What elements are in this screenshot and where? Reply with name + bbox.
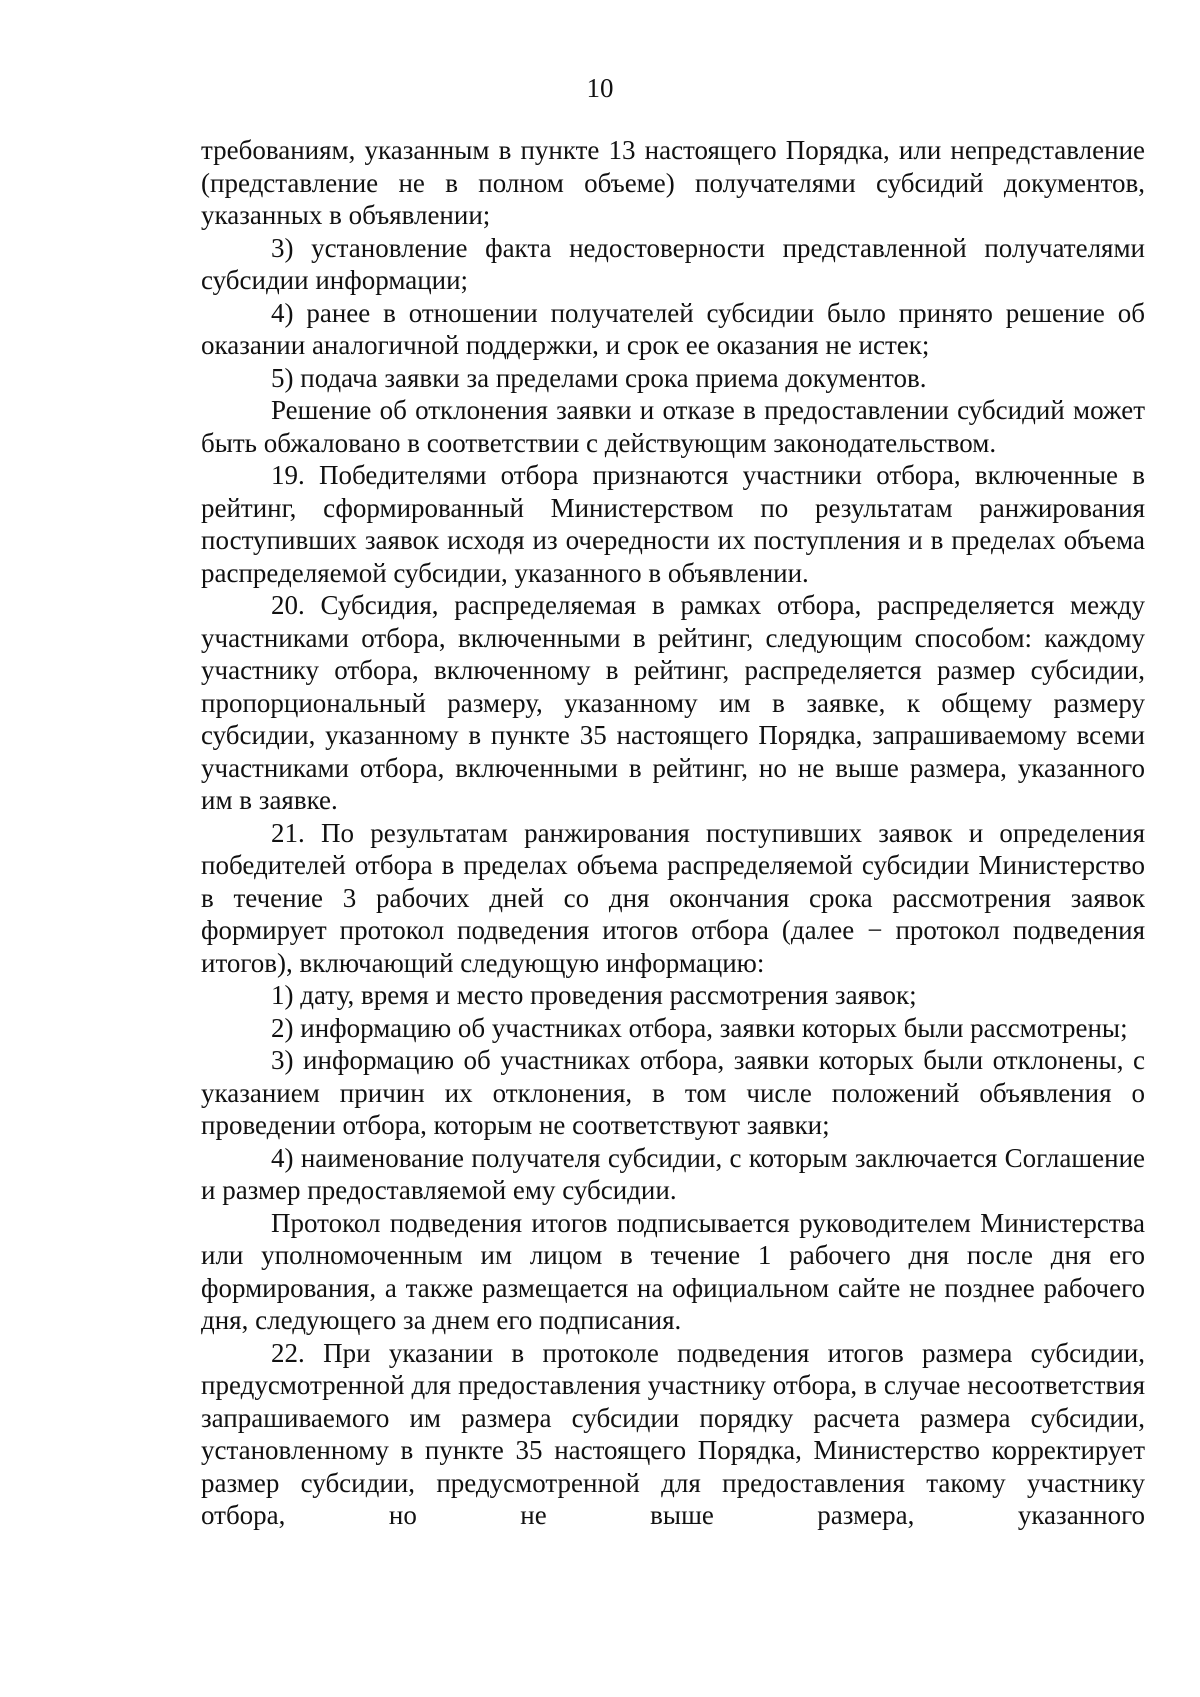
paragraph-clause-21-item-4: 4) наименование получателя субсидии, с которым заключается Соглашение и размер предоставляемой ему субсидии. [201,1142,1145,1205]
paragraph-item-3: 3) установление факта недостоверности представленной получателями субсидии информации; [201,232,1145,295]
document-body [201,134,1145,1532]
paragraph-appeal: Решение об отклонения заявки и отказе в предоставлении субсидий может быть обжаловано в соответствии с действующим законодательством. [201,395,1145,458]
paragraph-clause-22: 22. При указании в протоколе подведения итогов размера субсидии, предусмотренной для предоставления участнику отбора, в случае несоответствия запрашиваемого им размера субсидии порядку расчета размера субсидии, установленному в пункте 35 настоящего Порядка, Министерство корректирует размер субсидии, предусмотренной для предоставления такому участнику отбора, но не выше размера, указанного [201,1337,1145,1530]
paragraph-item-5: 5) подача заявки за пределами срока приема документов. [271,362,927,393]
paragraph-clause-21-item-3: 3) информацию об участниках отбора, заявки которых были отклонены, с указанием причин их отклонения, в том числе положений объявления о проведении отбора, которым не соответствуют заявки; [201,1045,1145,1140]
paragraph-clause-21-item-2: 2) информацию об участниках отбора, заявки которых были рассмотрены; [271,1012,1128,1043]
paragraph-clause-20: 20. Субсидия, распределяемая в рамках отбора, распределяется между участниками отбора, включенными в рейтинг, следующим способом: каждому участнику отбора, включенному в рейтинг, распределяется размер субсидии, пропорциональный размеру, указанному им в заявке, к общему размеру субсидии, указанному в пункте 35 настоящего Порядка, запрашиваемому всеми участниками отбора, включенными в рейтинг, но не выше размера, указанного им в заявке. [201,590,1145,815]
paragraph-item-4: 4) ранее в отношении получателей субсидии было принято решение об оказании аналогичной поддержки, и срок ее оказания не истек; [201,297,1145,360]
paragraph-protocol-signing: Протокол подведения итогов подписывается руководителем Министерства или уполномоченным им лицом в течение 1 рабочего дня после дня его формирования, а также размещается на официальном сайте не позднее рабочего дня, следующего за днем его подписания. [201,1207,1145,1335]
paragraph-clause-21-item-1: 1) дату, время и место проведения рассмотрения заявок; [271,980,917,1010]
page-number: 10 [586,73,614,103]
paragraph-continuation: требованиям, указанным в пункте 13 настоящего Порядка, или непредставление (представление не в полном объеме) получателями субсидий документов, указанных в объявлении; [201,135,1145,230]
paragraph-clause-21: 21. По результатам ранжирования поступивших заявок и определения победителей отбора в пределах объема распределяемой субсидии Министерство в течение 3 рабочих дней со дня окончания срока рассмотрения заявок формирует протокол подведения итогов отбора (далее − протокол подведения итогов), включающий следующую информацию: [201,817,1145,978]
paragraph-clause-19: 19. Победителями отбора признаются участники отбора, включенные в рейтинг, сформированный Министерством по результатам ранжирования поступивших заявок исходя из очередности их поступления и в пределах объема распределяемой субсидии, указанного в объявлении. [201,460,1145,588]
